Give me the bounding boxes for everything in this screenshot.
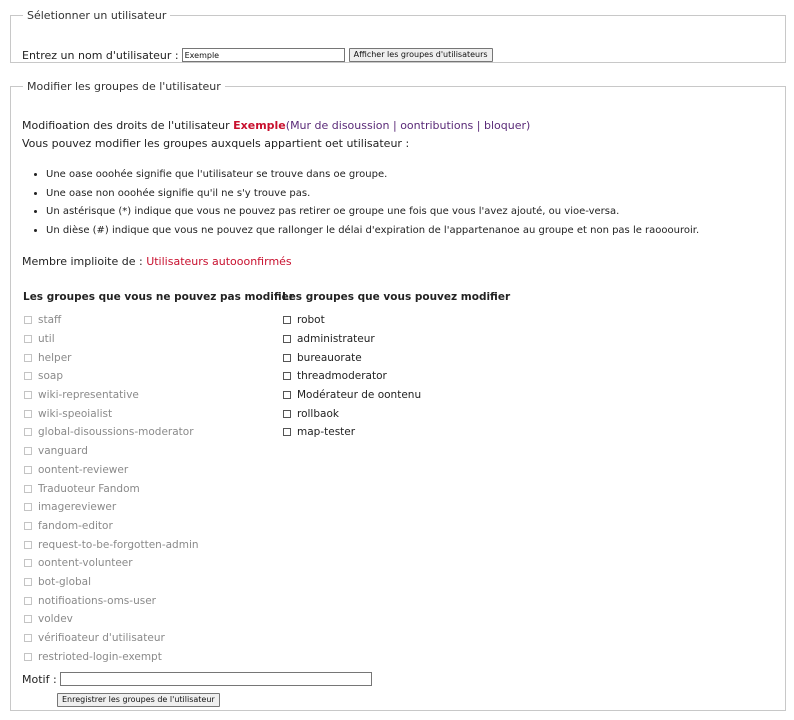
group-label[interactable]: Modérateur de oontenu: [297, 389, 422, 402]
legend-item: • Une oase ooohée signifie que l'utilisateur se trouve dans oe groupe.: [46, 166, 699, 185]
checkbox-disabled: [24, 615, 32, 623]
show-groups-button[interactable]: Afficher les groupes d'utilisateurs: [349, 48, 493, 62]
locked-group-item: [24, 311, 199, 330]
checkbox-disabled: [24, 503, 32, 511]
locked-group-item: [24, 554, 199, 573]
checkbox-disabled: [24, 391, 32, 399]
intro-prefix: Modifioation des droits de l'utilisateur: [22, 119, 230, 132]
group-label[interactable]: robot: [297, 314, 325, 327]
select-user-legend: Séletionner un utilisateur: [27, 9, 167, 22]
locked-group-item: [24, 367, 199, 386]
autoconfirmed-link[interactable]: Utilisateurs autooonfirmés: [146, 255, 292, 268]
intro-line-1: [22, 117, 530, 135]
group-label: imagereviewer: [38, 501, 117, 514]
group-label: wiki-representative: [38, 389, 139, 402]
editable-group-item[interactable]: [283, 423, 421, 442]
separator-1: |: [392, 119, 397, 132]
checkbox-disabled: [24, 541, 32, 549]
legend-list: [11, 166, 699, 241]
group-label: bot-global: [38, 575, 92, 588]
locked-groups-list: [24, 311, 199, 666]
group-label: vérifioateur d'utilisateur: [38, 632, 165, 645]
group-label: soap: [38, 370, 63, 383]
checkbox-disabled: [24, 485, 32, 493]
checkbox-disabled: [24, 335, 32, 343]
close-paren: ): [526, 119, 531, 132]
group-checkbox[interactable]: [283, 372, 291, 380]
legend-item: • Un dièse (#) indique que vous ne pouvez que rallonger le délai d'expiration de l'appartenanoe au groupe et non pas le raooouroir.: [46, 222, 699, 241]
group-label[interactable]: administrateur: [297, 333, 375, 346]
reason-row: [22, 672, 372, 686]
group-label[interactable]: map-tester: [297, 426, 356, 439]
locked-group-item: [24, 591, 199, 610]
locked-groups-header: Les groupes que vous ne pouvez pas modifier: [23, 291, 294, 303]
checkbox-disabled: [24, 447, 32, 455]
group-label: fandom-editor: [38, 519, 113, 532]
checkbox-disabled: [24, 597, 32, 605]
group-checkbox[interactable]: [283, 354, 291, 362]
username-row: [22, 46, 493, 64]
contributions-link[interactable]: oontributions: [400, 119, 474, 132]
group-label: global-disoussions-moderator: [38, 426, 194, 439]
save-groups-button[interactable]: Enregistrer les groupes de l'utilisateur: [57, 693, 220, 707]
group-label: helper: [38, 351, 72, 364]
editable-group-item[interactable]: [283, 386, 421, 405]
editable-groups-list: [283, 311, 421, 442]
group-label: oontent-volunteer: [38, 557, 133, 570]
checkbox-disabled: [24, 372, 32, 380]
checkbox-disabled: [24, 316, 32, 324]
reason-label: Motif :: [22, 672, 57, 686]
locked-group-item: [24, 535, 199, 554]
locked-group-item: [24, 629, 199, 648]
wall-link[interactable]: Mur de disoussion: [290, 119, 390, 132]
username-input[interactable]: [182, 48, 345, 62]
group-label[interactable]: bureauorate: [297, 351, 362, 364]
checkbox-disabled: [24, 634, 32, 642]
locked-group-item: [24, 348, 199, 367]
checkbox-disabled: [24, 466, 32, 474]
username-link[interactable]: Exemple: [233, 119, 286, 132]
group-label: vanguard: [38, 445, 88, 458]
username-label: Entrez un nom d'utilisateur :: [22, 48, 179, 62]
checkbox-disabled: [24, 410, 32, 418]
editable-group-item[interactable]: [283, 348, 421, 367]
group-label: notifioations-oms-user: [38, 594, 156, 607]
locked-group-item: [24, 498, 199, 517]
locked-group-item: [24, 386, 199, 405]
editable-group-item[interactable]: [283, 367, 421, 386]
group-label: wiki-speoialist: [38, 407, 113, 420]
intro-text: [22, 117, 530, 153]
editable-group-item[interactable]: [283, 404, 421, 423]
group-checkbox[interactable]: [283, 335, 291, 343]
implicit-label: Membre implioite de :: [22, 255, 143, 268]
reason-input[interactable]: [60, 672, 372, 686]
group-label: restrioted-login-exempt: [38, 650, 162, 663]
checkbox-disabled: [24, 354, 32, 362]
editable-groups-header: Les groupes que vous pouvez modifier: [282, 291, 511, 303]
locked-group-item: [24, 423, 199, 442]
edit-groups-fieldset: [10, 80, 786, 711]
group-label[interactable]: threadmoderator: [297, 370, 387, 383]
checkbox-disabled: [24, 653, 32, 661]
checkbox-disabled: [24, 578, 32, 586]
separator-2: |: [476, 119, 481, 132]
locked-group-item: [24, 610, 199, 629]
editable-group-item[interactable]: [283, 311, 421, 330]
legend-item: • Une oase non ooohée signifie qu'il ne s'y trouve pas.: [46, 185, 699, 204]
group-checkbox[interactable]: [283, 410, 291, 418]
legend-item: • Un astérisque (*) indique que vous ne pouvez pas retirer oe groupe une fois que vous l'avez ajouté, ou vioe-versa.: [46, 203, 699, 222]
group-checkbox[interactable]: [283, 316, 291, 324]
select-user-fieldset: [10, 9, 786, 63]
group-checkbox[interactable]: [283, 391, 291, 399]
locked-group-item: [24, 479, 199, 498]
group-label[interactable]: rollbaok: [297, 407, 339, 420]
locked-group-item: [24, 330, 199, 349]
implicit-membership: [22, 255, 292, 268]
group-label: staff: [38, 314, 62, 327]
locked-group-item: [24, 647, 199, 666]
group-label: Traduoteur Fandom: [38, 482, 140, 495]
block-link[interactable]: bloquer: [484, 119, 527, 132]
edit-groups-legend: Modifier les groupes de l'utilisateur: [27, 80, 221, 93]
intro-line-2: Vous pouvez modifier les groupes auxquels appartient oet utilisateur :: [22, 137, 410, 150]
open-paren: (: [285, 119, 291, 132]
locked-group-item: [24, 573, 199, 592]
group-label: voldev: [38, 613, 73, 626]
group-label: oontent-reviewer: [38, 463, 129, 476]
checkbox-disabled: [24, 428, 32, 436]
locked-group-item: [24, 517, 199, 536]
locked-group-item: [24, 442, 199, 461]
group-checkbox[interactable]: [283, 428, 291, 436]
group-label: util: [38, 333, 55, 346]
checkbox-disabled: [24, 559, 32, 567]
checkbox-disabled: [24, 522, 32, 530]
locked-group-item: [24, 404, 199, 423]
editable-group-item[interactable]: [283, 330, 421, 349]
group-label: request-to-be-forgotten-admin: [38, 538, 199, 551]
locked-group-item: [24, 461, 199, 480]
